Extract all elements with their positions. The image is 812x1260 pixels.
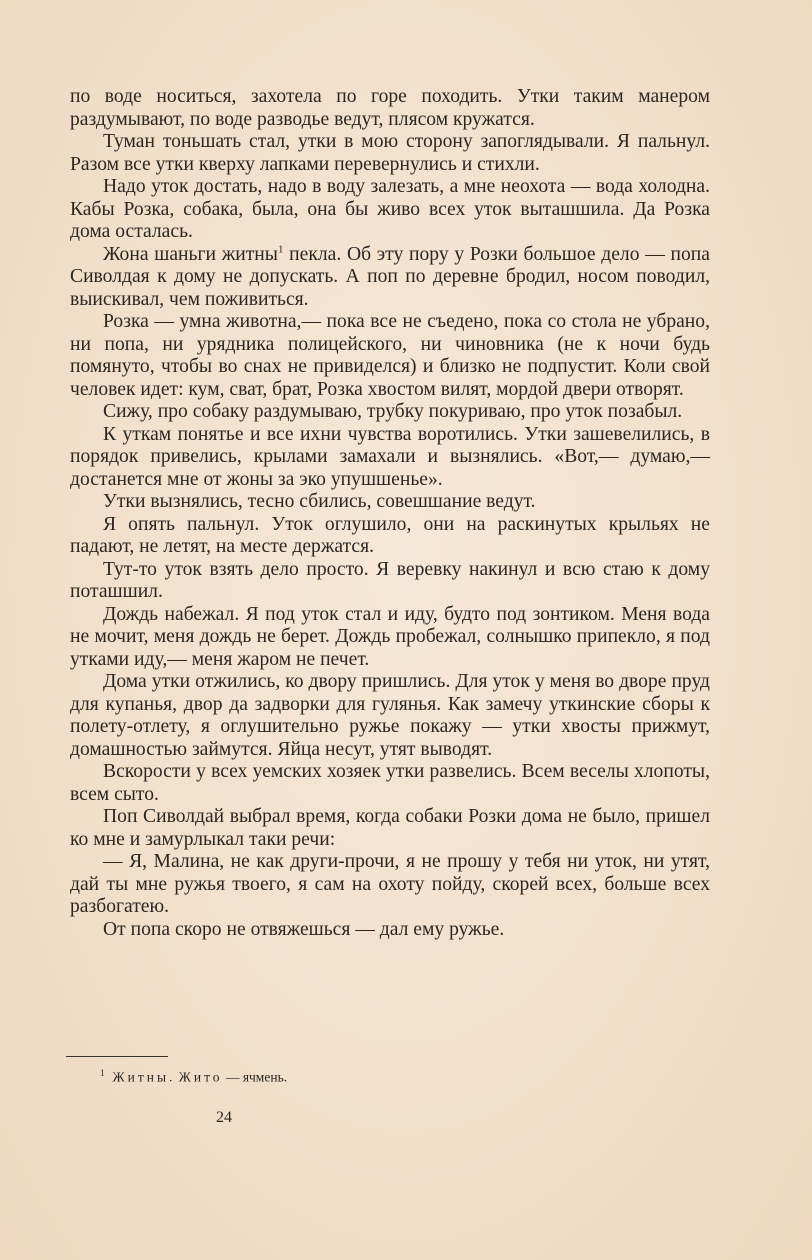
paragraph-rest: пекла. Об эту пору у Розки большое дело — попа Сиволдая к дому не допускать. А поп по деревне бродил, носом поводил, выискивал, чем поживиться. — [70, 243, 710, 310]
footnote-definition: — ячмень. — [222, 1069, 288, 1085]
footnote-mark: 1 — [100, 1068, 105, 1078]
paragraph-start: Жона шаньги житны — [103, 243, 278, 265]
paragraph: Дома утки отжились, ко двору пришлись. Для уток у меня во дворе пруд для купанья, двор да задворки для гулянья. Как замечу уткинские сборы к полету-отлету, я оглушительно ружье покажу — утки хвосты прижмут, домашностью займутся. Яйца несут, утят выводят. — [70, 671, 710, 760]
paragraph — [70, 244, 710, 312]
footnote — [100, 1068, 287, 1086]
paragraph: Дождь набежал. Я под уток стал и иду, будто под зонтиком. Меня вода не мочит, меня дождь не берет. Дождь пробежал, солнышко припекло, я под утками иду,— меня жаром не печет. — [70, 603, 710, 670]
paragraph: Тут-то уток взять дело просто. Я веревку накинул и всю стаю к дому поташшил. — [70, 558, 710, 602]
paragraph: К уткам понятье и все ихни чувства воротились. Утки зашевелились, в порядок привелись, крылами замахали и вызнялись. «Вот,— думаю,— достанется мне от жоны за эко упушшенье». — [70, 423, 710, 490]
paragraph: по воде носиться, захотела по горе походить. Утки таким манером раздумывают, по воде разводье ведут, плясом кружатся. — [70, 86, 710, 130]
paragraph: Туман тоньшать стал, утки в мою сторону запоглядывали. Я пальнул. Разом все утки кверху лапками перевернулись и стихли. — [70, 131, 710, 175]
page-number: 24 — [216, 1109, 232, 1126]
paragraph: Вскорости у всех уемских хозяек утки развелись. Всем веселы хлопоты, всем сыто. — [70, 761, 710, 805]
paragraph: От попа скоро не отвяжешься — дал ему ружье. — [103, 918, 505, 940]
paragraph: Утки вызнялись, тесно сбились, совешшание ведут. — [103, 491, 536, 512]
main-text — [70, 86, 710, 941]
paragraph: — Я, Малина, не как други-прочи, я не прошу у тебя ни уток, ни утят, дай ты мне ружья твоего, я сам на охоту пойду, скорей всех, больше всех разбогатею. — [70, 851, 710, 917]
footnote-source-word: Жито — [178, 1069, 223, 1085]
paragraph: Поп Сиволдай выбрал время, когда собаки Розки дома не было, пришел ко мне и замурлыкал таки речи: — [70, 806, 710, 850]
paragraph: Розка — умна животна,— пока все не съедено, пока со стола не убрано, ни попа, ни урядника полицейского, ни чиновника (не к ночи будь помянуто, чтобы во снах не привиделся) и близко не подпустит. Коли свой человек идет: кум, сват, брат, Розка хвостом вилят, мордой двери отворят. — [70, 311, 710, 400]
footnote-reference[interactable]: 1 — [277, 242, 284, 255]
paragraph: Сижу, про собаку раздумываю, трубку покуриваю, про уток позабыл. — [103, 401, 683, 422]
paragraph: Надо уток достать, надо в воду залезать, а мне неохота — вода холодна. Кабы Розка, собака, была, она бы живо всех уток выташшила. Да Розка дома осталась. — [70, 176, 710, 242]
footnote-term: Житны. — [112, 1069, 176, 1085]
paragraph: Я опять пальнул. Уток оглушило, они на раскинутых крыльях не падают, не летят, на месте держатся. — [70, 513, 710, 557]
footnote-divider — [66, 1056, 168, 1057]
